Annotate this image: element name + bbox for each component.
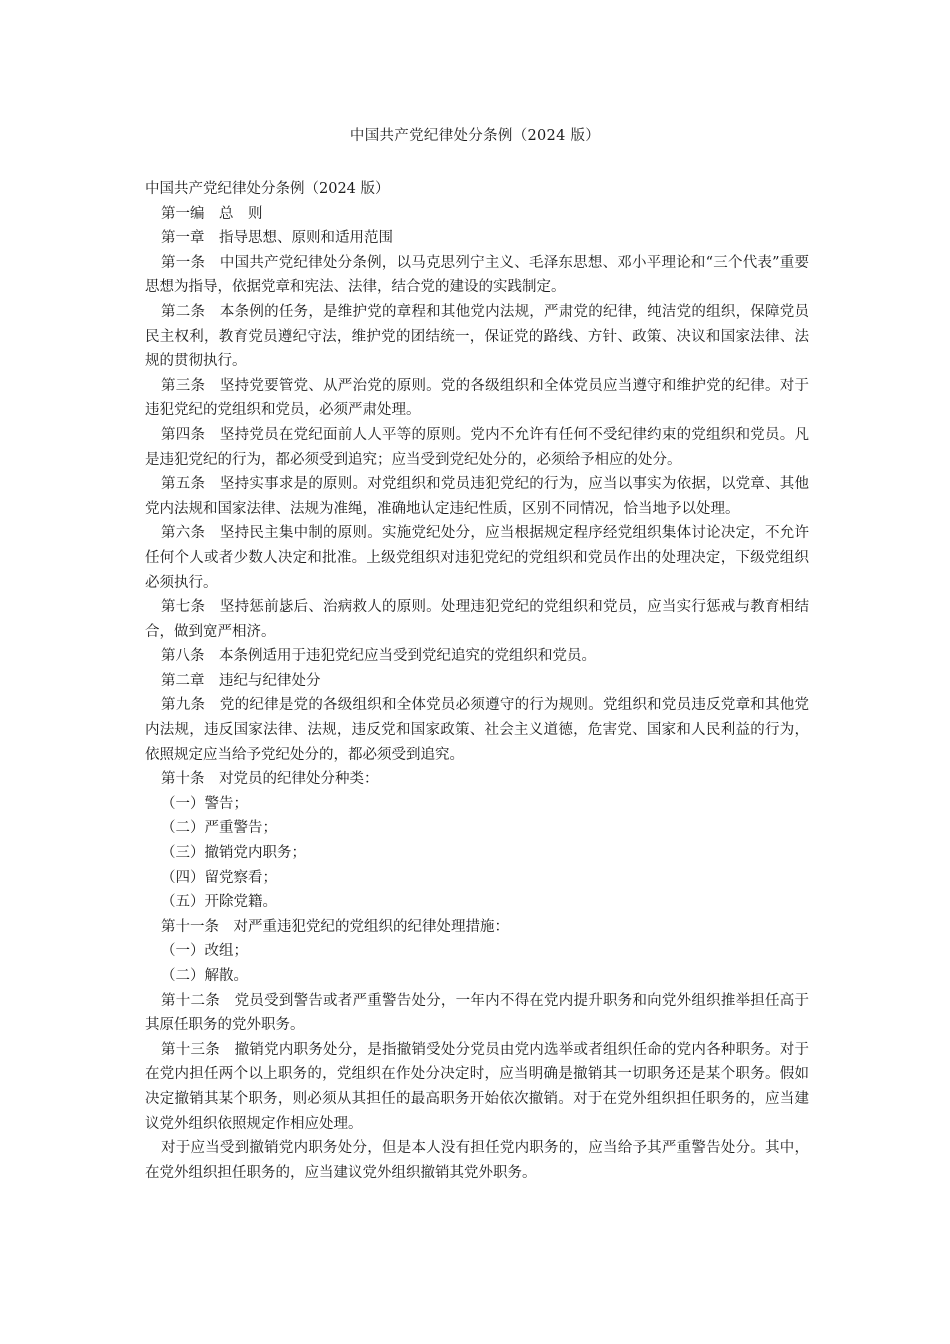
article-5: 第五条 坚持实事求是的原则。对党组织和党员违犯党纪的行为，应当以事实为依据，以党章、其他党内法规和国家法律、法规为准绳，准确地认定违纪性质，区别不同情况，恰当地予以处理。 [145, 476, 809, 517]
list-item: （四）留党察看； [161, 869, 277, 886]
article-2: 第二条 本条例的任务，是维护党的章程和其他党内法规，严肃党的纪律，纯洁党的组织，保障党员民主权利，教育党员遵纪守法，维护党的团结统一，保证党的路线、方针、政策、决议和国家法律、法规的贯彻执行。 [145, 303, 809, 370]
article-10: 第十条 对党员的纪律处分种类： [161, 771, 379, 788]
article-13-paragraph-2: 对于应当受到撤销党内职务处分，但是本人没有担任党内职务的，应当给予其严重警告处分。其中，在党外组织担任职务的，应当建议党外组织撤销其党外职务。 [145, 1140, 809, 1181]
article-4: 第四条 坚持党员在党纪面前人人平等的原则。党内不允许有任何不受纪律约束的党组织和党员。凡是违犯党纪的行为，都必须受到追究；应当受到党纪处分的，必须给予相应的处分。 [145, 426, 809, 468]
article-3: 第三条 坚持党要管党、从严治党的原则。党的各级组织和全体党员应当遵守和维护党的纪律。对于违犯党纪的党组织和党员，必须严肃处理。 [145, 377, 809, 419]
list-item: （二）严重警告； [161, 820, 277, 837]
list-item: （二）解散。 [161, 968, 248, 984]
article-11: 第十一条 对严重违犯党纪的党组织的纪律处理措施： [161, 918, 509, 935]
chapter-heading: 第一章 指导思想、原则和适用范围 [161, 230, 393, 247]
list-item: （三）撤销党内职务； [161, 845, 306, 862]
chapter-heading: 第二章 违纪与纪律处分 [161, 672, 321, 689]
list-item: （五）开除党籍。 [161, 894, 277, 911]
list-item: （一）改组； [161, 943, 248, 960]
article-7: 第七条 坚持惩前毖后、治病救人的原则。处理违犯党纪的党组织和党员，应当实行惩戒与教育相结合，做到宽严相济。 [145, 599, 809, 640]
article-8: 第八条 本条例适用于违犯党纪应当受到党纪追究的党组织和党员。 [161, 648, 596, 665]
article-6: 第六条 坚持民主集中制的原则。实施党纪处分，应当根据规定程序经党组织集体讨论决定，不允许任何个人或者少数人决定和批准。上级党组织对违犯党纪的党组织和党员作出的处理决定，下级党组织必须执行。 [145, 525, 809, 591]
article-12: 第十二条 党员受到警告或者严重警告处分，一年内不得在党内提升职务和向党外组织推举担任高于其原任职务的党外职务。 [145, 992, 809, 1034]
list-item: （一）警告； [161, 795, 248, 812]
document-body [145, 177, 809, 1185]
document-heading: 中国共产党纪律处分条例（2024 版） [145, 181, 390, 197]
article-9: 第九条 党的纪律是党的各级组织和全体党员必须遵守的行为规则。党组织和党员违反党章和其他党内法规，违反国家法律、法规，违反党和国家政策、社会主义道德，危害党、国家和人民利益的行为，依照规定应当给予党纪处分的，都必须受到追究。 [145, 697, 809, 763]
document-title: 中国共产党纪律处分条例（2024 版） [349, 128, 601, 144]
part-heading: 第一编 总 则 [161, 205, 263, 222]
article-13: 第十三条 撤销党内职务处分，是指撤销受处分党员由党内选举或者组织任命的党内各种职务。对于在党内担任两个以上职务的，党组织在作处分决定时，应当明确是撤销其一切职务还是某个职务。假如决定撤销其某个职务，则必须从其担任的最高职务开始依次撤销。对于在党外组织担任职务的，应当建议党外组织依照规定作相应处理。 [145, 1041, 809, 1132]
article-1: 第一条 中国共产党纪律处分条例，以马克思列宁主义、毛泽东思想、邓小平理论和“三个代表”重要思想为指导，依据党章和宪法、法律，结合党的建设的实践制定。 [145, 254, 809, 296]
